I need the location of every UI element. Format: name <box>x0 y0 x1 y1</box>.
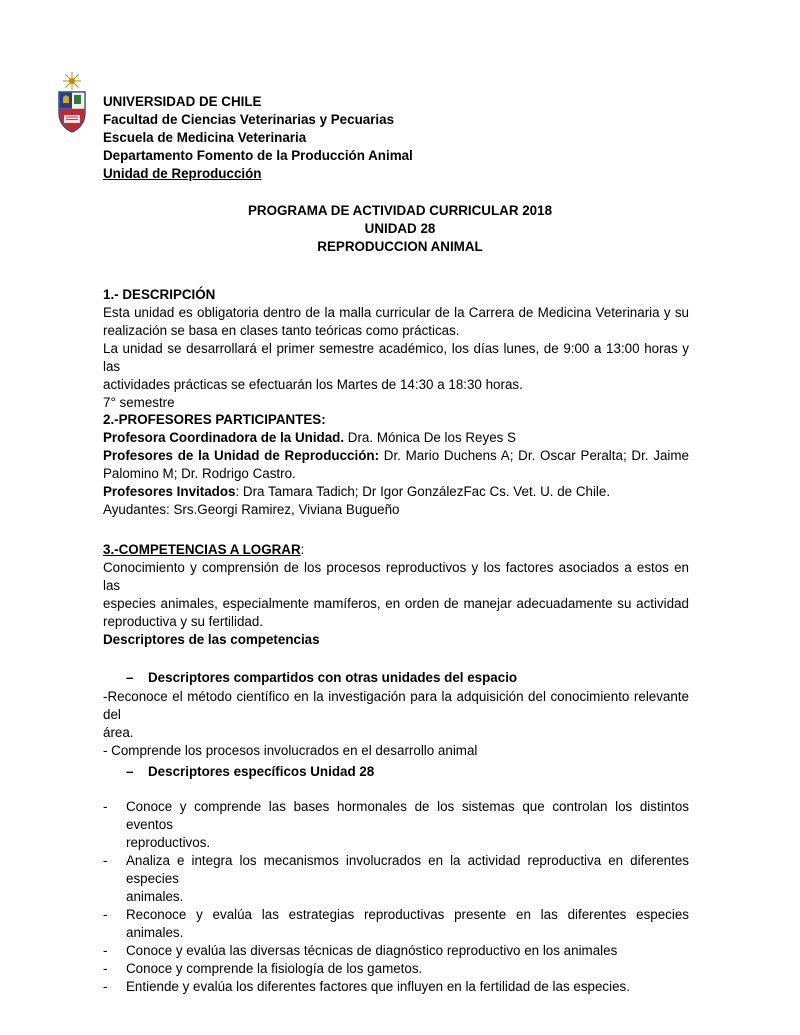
list-item-line1: Conoce y comprende la fisiología de los gametos. <box>126 961 423 976</box>
description-p1-line1: Esta unidad es obligatoria dentro de la malla curricular de la Carrera de Medicina Veterinaria y su <box>103 305 689 320</box>
competencies-heading-colon: : <box>300 542 305 557</box>
list-item-line2: animales. <box>126 889 184 904</box>
shared-descriptor-2: - Comprende los procesos involucrados en el desarrollo animal <box>103 743 478 758</box>
list-item-line2: reproductivos. <box>126 835 211 850</box>
university-crest-logo <box>54 72 90 134</box>
list-item <box>103 852 689 906</box>
description-p2-line1: La unidad se desarrollará el primer semestre académico, los días lunes, de 9:00 a 13:00 horas y las <box>103 341 689 374</box>
description-p1-line2: realización se basa en clases tanto teóricas como prácticas. <box>103 323 460 338</box>
bullet-marker: - <box>103 961 108 976</box>
shared-descriptors-heading: Descriptores compartidos con otras unidades del espacio <box>148 670 518 685</box>
star-icon <box>63 72 81 90</box>
shield-icon <box>59 92 85 132</box>
department-name: Departamento Fomento de la Producción Animal <box>103 148 413 163</box>
coordinator-label: Profesora Coordinadora de la Unidad. <box>103 430 345 445</box>
bullet-marker: - <box>103 907 108 922</box>
list-item-line1: Reconoce y evalúa las estrategias reproductivas presente en las diferentes especies animales. <box>126 907 689 940</box>
unit-name: Unidad de Reproducción <box>103 166 262 181</box>
bullet-marker: - <box>103 853 108 868</box>
competencies-heading-line <box>103 541 689 559</box>
title-line-1: PROGRAMA DE ACTIVIDAD CURRICULAR 2018 <box>247 203 553 218</box>
guest-line <box>103 483 689 501</box>
list-item <box>103 798 689 852</box>
specific-descriptors-heading-line <box>126 763 374 781</box>
list-item-line1: Analiza e integra los mecanismos involucrados en la actividad reproductiva en diferentes especies <box>126 853 689 886</box>
shared-descriptors <box>103 688 689 760</box>
list-item <box>103 978 689 996</box>
bullet-marker: - <box>103 943 108 958</box>
shared-descriptors-heading-line <box>126 669 517 687</box>
guest-label: Profesores Invitados <box>103 484 236 499</box>
list-item <box>103 906 689 942</box>
description-heading: 1.- DESCRIPCIÓN <box>103 287 216 302</box>
unit-professors-line1 <box>103 447 689 465</box>
unit-professors-value-1: Dr. Mario Duchens A; Dr. Oscar Peralta; Dr. Jaime <box>379 448 690 463</box>
specific-descriptors-heading: Descriptores específicos Unidad 28 <box>148 764 375 779</box>
coordinator-line <box>103 429 689 447</box>
unit-professors-value-2: Palomino M; Dr. Rodrigo Castro. <box>103 466 296 481</box>
list-item-line1: Conoce y comprende las bases hormonales de los sistemas que controlan los distintos eventos <box>126 799 689 832</box>
shared-descriptor-1-line2: área. <box>103 725 134 740</box>
professors-heading: 2.-PROFESORES PARTICIPANTES: <box>103 412 326 427</box>
list-item-line1: Conoce y evalúa las diversas técnicas de diagnóstico reproductivo en los animales <box>126 943 618 958</box>
dash-marker: – <box>126 764 134 779</box>
institution-header <box>103 93 689 183</box>
faculty-name: Facultad de Ciencias Veterinarias y Pecuarias <box>103 112 395 127</box>
list-item <box>103 960 689 978</box>
title-line-2: UNIDAD 28 <box>364 221 436 236</box>
shared-descriptor-1-line1: -Reconoce el método científico en la investigación para la adquisición del conocimiento relevante del <box>103 689 689 722</box>
specific-descriptors-list <box>103 798 689 996</box>
description-section <box>103 286 689 412</box>
descriptors-heading: Descriptores de las competencias <box>103 632 320 647</box>
school-name: Escuela de Medicina Veterinaria <box>103 130 307 145</box>
dash-marker: – <box>126 670 134 685</box>
list-item <box>103 942 689 960</box>
semester-text: 7° semestre <box>103 395 175 410</box>
program-title <box>0 202 800 256</box>
competencies-heading: 3.-COMPETENCIAS A LOGRAR <box>103 542 301 557</box>
competencies-line1: Conocimiento y comprensión de los procesos reproductivos y los factores asociados a estos en las <box>103 560 689 593</box>
description-p2-line2: actividades prácticas se efectuarán los Martes de 14:30 a 18:30 horas. <box>103 377 523 392</box>
bullet-marker: - <box>103 979 108 994</box>
competencies-section <box>103 541 689 631</box>
unit-professors-label: Profesores de la Unidad de Reproducción: <box>103 448 380 463</box>
competencies-line3: reproductiva y su fertilidad. <box>103 614 264 629</box>
list-item-line1: Entiende y evalúa los diferentes factores que influyen en la fertilidad de las especies. <box>126 979 630 994</box>
university-name: UNIVERSIDAD DE CHILE <box>103 94 262 109</box>
title-line-3: REPRODUCCION ANIMAL <box>317 239 483 254</box>
guest-value: : Dra Tamara Tadich; Dr Igor GonzálezFac Cs. Vet. U. de Chile. <box>235 484 611 499</box>
competencies-line2: especies animales, especialmente mamíferos, en orden de manejar adecuadamente su actividad <box>103 596 689 611</box>
assistants-line: Ayudantes: Srs.Georgi Ramirez, Viviana Bugueño <box>103 502 400 517</box>
bullet-marker: - <box>103 799 108 814</box>
coordinator-value: Dra. Mónica De los Reyes S <box>344 430 516 445</box>
professors-section <box>103 411 689 519</box>
